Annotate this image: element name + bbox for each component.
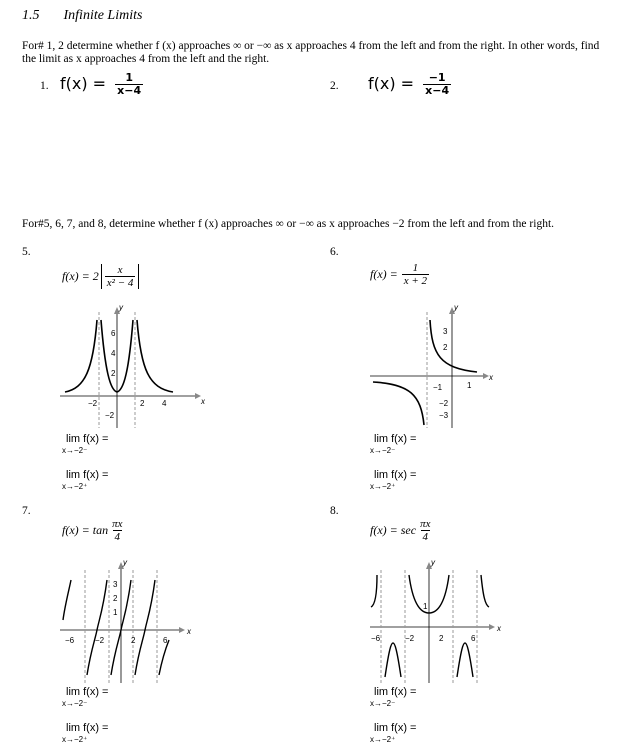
ytick: 3 xyxy=(113,580,118,589)
problem-8-number: 8. xyxy=(330,505,339,517)
xtick: 2 xyxy=(140,399,145,408)
xtick: 6 xyxy=(163,636,168,645)
limit-right-text: lim f(x) = xyxy=(66,469,109,481)
tan-branch xyxy=(159,640,169,675)
graph-8 xyxy=(365,555,515,685)
instructions-1: For# 1, 2 determine whether f (x) approaches ∞ or −∞ as x approaches 4 from the left and from the right. In other words, find the limit as x approaches 4 from the left and the right. xyxy=(22,40,600,65)
limit-7-right xyxy=(62,722,109,744)
sec-branch xyxy=(481,575,489,607)
sec-branch xyxy=(457,643,473,677)
xtick: 4 xyxy=(162,399,167,408)
limit-6-right xyxy=(370,469,417,491)
ytick: 4 xyxy=(111,349,116,358)
limit-7-left xyxy=(62,686,109,708)
problem-6-fraction xyxy=(402,262,429,287)
y-label: y xyxy=(119,303,123,312)
graph-7 xyxy=(55,555,200,685)
problem-5-number: 5. xyxy=(22,246,31,258)
xtick: 2 xyxy=(439,634,444,643)
tan-branch xyxy=(135,580,155,675)
problem-1-numerator: 1 xyxy=(125,71,133,84)
tan-branch xyxy=(87,580,107,675)
graph-5 xyxy=(55,300,205,430)
xtick: −6 xyxy=(65,636,75,645)
problem-6-denominator: x + 2 xyxy=(403,275,428,287)
limit-left-text: lim f(x) = xyxy=(374,686,417,698)
problem-7-denominator: 4 xyxy=(114,531,121,543)
problem-1-fraction xyxy=(115,72,143,97)
problem-1-denominator: x−4 xyxy=(117,84,142,97)
xtick: −6 xyxy=(371,634,381,643)
limit-5-left xyxy=(62,433,109,455)
x-axis-arrow-icon xyxy=(179,627,185,633)
problem-7-formula xyxy=(62,518,123,543)
section-number: 1.5 xyxy=(22,8,40,23)
limit-left-text: lim f(x) = xyxy=(66,433,109,445)
problem-6-formula xyxy=(370,262,429,287)
x-label: x xyxy=(489,373,493,382)
problem-7-number: 7. xyxy=(22,505,31,517)
graph-6 xyxy=(365,300,515,430)
tan-branch xyxy=(63,580,71,620)
limit-right-sub: x→−2⁺ xyxy=(370,482,396,491)
problem-1-lhs: f(x) = xyxy=(60,74,107,93)
limit-6-left xyxy=(370,433,417,455)
ytick: −2 xyxy=(439,399,449,408)
ytick: 3 xyxy=(443,327,448,336)
problem-1-equation xyxy=(60,72,143,97)
ytick: 2 xyxy=(443,343,448,352)
problem-6-numerator: 1 xyxy=(412,262,419,274)
x-label: x xyxy=(497,624,501,633)
curve-right xyxy=(137,320,173,392)
problem-1-number: 1. xyxy=(40,80,49,92)
problem-2-lhs: f(x) = xyxy=(368,74,415,93)
problem-8-lhs: f(x) = sec xyxy=(370,523,417,537)
problem-5-numerator: x xyxy=(117,264,123,276)
limit-left-sub: x→−2⁻ xyxy=(62,446,88,455)
ytick: −3 xyxy=(439,411,449,420)
problem-8-numerator: πx xyxy=(420,518,431,530)
y-label: y xyxy=(123,558,127,567)
limit-right-sub: x→−2⁺ xyxy=(62,735,88,744)
sec-branch xyxy=(385,643,401,677)
ytick: 2 xyxy=(113,594,118,603)
problem-6-lhs: f(x) = xyxy=(370,267,398,281)
curve-left xyxy=(65,320,97,392)
problem-5-fraction xyxy=(105,264,136,289)
xtick: 1 xyxy=(467,381,472,390)
sec-branch xyxy=(371,575,377,607)
limit-left-text: lim f(x) = xyxy=(374,433,417,445)
problem-2-equation xyxy=(368,72,451,97)
section-heading xyxy=(22,8,142,24)
ytick: −2 xyxy=(105,411,115,420)
xtick: −2 xyxy=(405,634,415,643)
limit-left-text: lim f(x) = xyxy=(66,686,109,698)
xtick: 2 xyxy=(131,636,136,645)
problem-8-denominator: 4 xyxy=(422,531,429,543)
xtick: −2 xyxy=(95,636,105,645)
problem-5-lhs: f(x) = 2 xyxy=(62,269,99,283)
y-label: y xyxy=(431,558,435,567)
ytick: 2 xyxy=(111,369,116,378)
limit-right-sub: x→−2⁺ xyxy=(62,482,88,491)
x-label: x xyxy=(201,397,205,406)
problem-2-numerator: −1 xyxy=(428,71,446,84)
limit-right-text: lim f(x) = xyxy=(374,469,417,481)
problem-5-formula xyxy=(62,264,139,289)
problem-7-lhs: f(x) = tan xyxy=(62,523,109,537)
instructions-2: For#5, 6, 7, and 8, determine whether f (x) approaches ∞ or −∞ as x approaches −2 from the left and from the right. xyxy=(22,218,555,230)
xtick: −2 xyxy=(88,399,98,408)
section-title: Infinite Limits xyxy=(63,8,143,23)
x-label: x xyxy=(187,627,191,636)
problem-8-formula xyxy=(370,518,430,543)
x-axis-arrow-icon xyxy=(489,624,495,630)
limit-8-right xyxy=(370,722,417,744)
problem-5-abs xyxy=(101,264,140,289)
curve-right xyxy=(430,320,477,372)
limit-right-text: lim f(x) = xyxy=(66,722,109,734)
problem-7-fraction xyxy=(112,518,122,543)
limit-left-sub: x→−2⁻ xyxy=(370,446,396,455)
xtick: −1 xyxy=(433,383,443,392)
problem-5-denominator: x² − 4 xyxy=(106,277,134,289)
problem-7-numerator: πx xyxy=(112,518,123,530)
limit-left-sub: x→−2⁻ xyxy=(370,699,396,708)
limit-8-left xyxy=(370,686,417,708)
limit-5-right xyxy=(62,469,109,491)
y-label: y xyxy=(454,303,458,312)
problem-6-number: 6. xyxy=(330,246,339,258)
problem-2-number: 2. xyxy=(330,80,339,92)
curve-left xyxy=(373,382,424,425)
limit-right-sub: x→−2⁺ xyxy=(370,735,396,744)
xtick: 6 xyxy=(471,634,476,643)
limit-right-text: lim f(x) = xyxy=(374,722,417,734)
ytick: 6 xyxy=(111,329,116,338)
problem-2-fraction xyxy=(423,72,451,97)
problem-2-denominator: x−4 xyxy=(425,84,450,97)
problem-8-fraction xyxy=(420,518,430,543)
ytick: 1 xyxy=(113,608,118,617)
ytick: 1 xyxy=(423,602,428,611)
limit-left-sub: x→−2⁻ xyxy=(62,699,88,708)
